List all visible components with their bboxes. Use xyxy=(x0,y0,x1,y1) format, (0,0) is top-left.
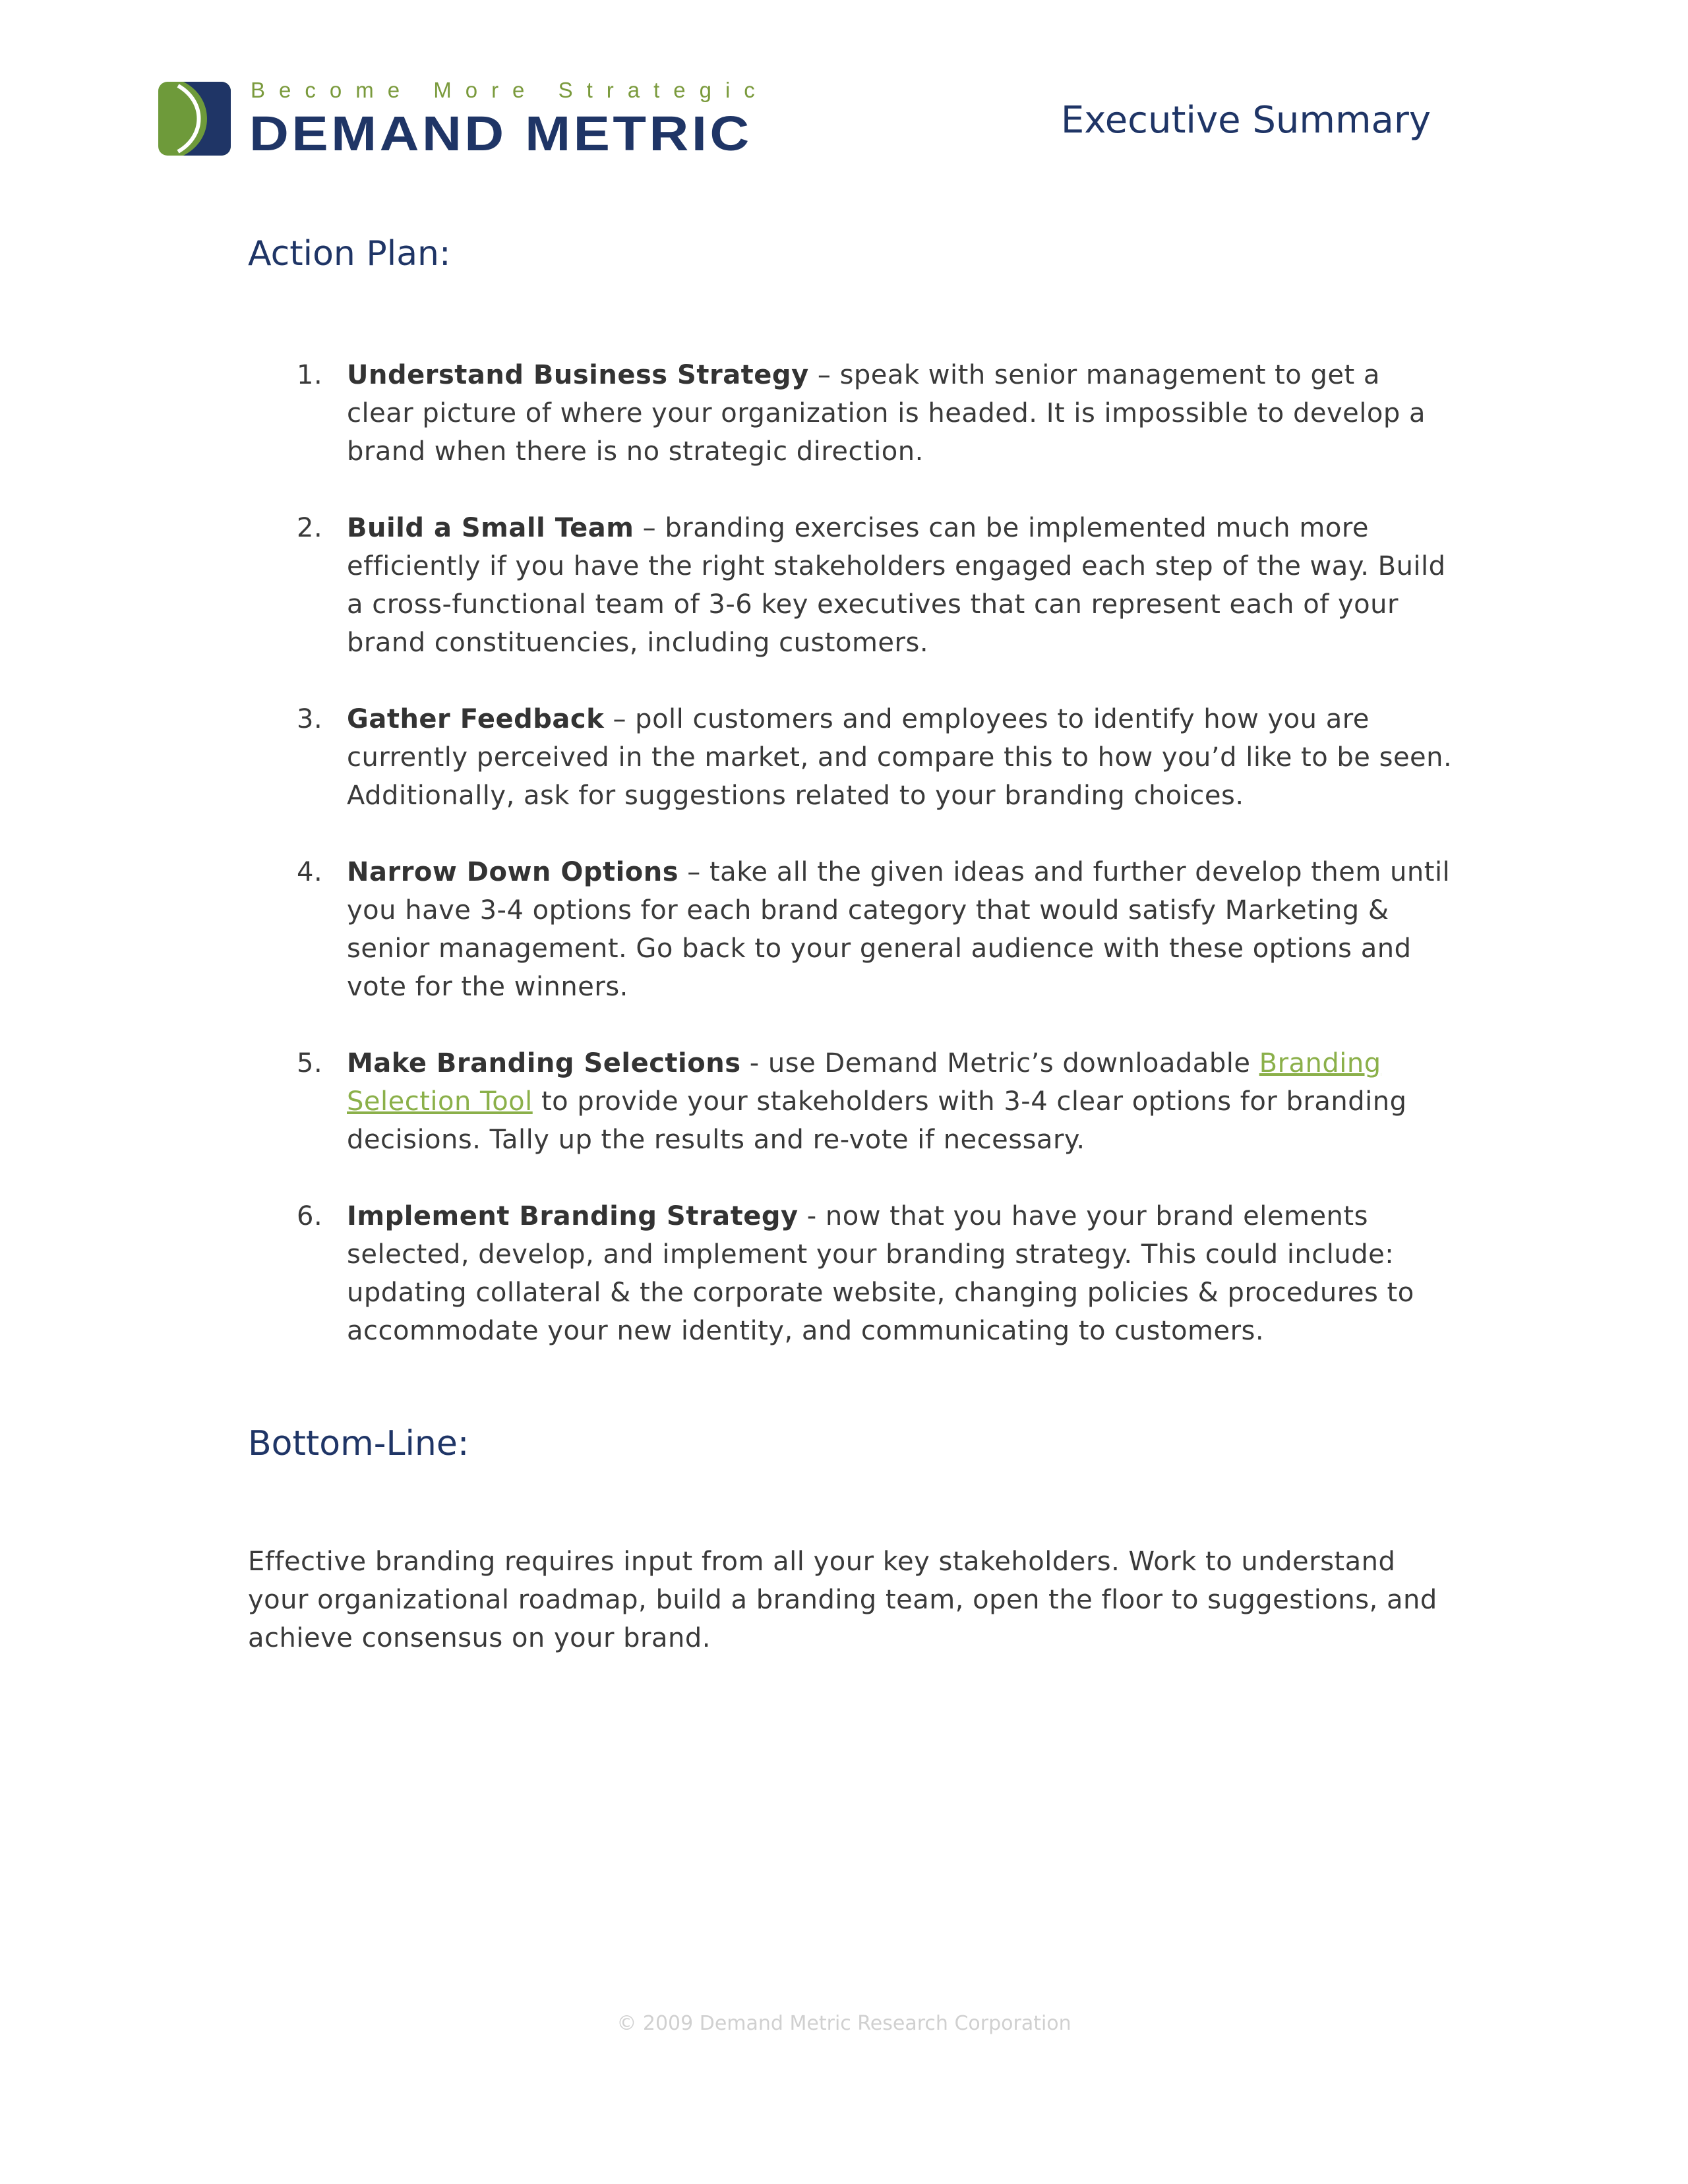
item-title: Make Branding Selections xyxy=(347,1048,741,1078)
item-number: 1. xyxy=(297,360,323,390)
item-text: take all the given ideas and further develop them until you have 3-4 options for each brand category that would satisfy Marketing & senior management. Go back to your general audience with these options and vote for the winners. xyxy=(347,857,1451,1002)
brand-logo xyxy=(158,78,804,163)
item-number: 3. xyxy=(297,704,323,734)
action-item-implement-strategy xyxy=(248,1197,1455,1350)
action-plan-list xyxy=(248,356,1455,1388)
logo-tagline: Become More Strategic xyxy=(251,78,769,102)
action-item-build-team xyxy=(248,509,1455,662)
action-item-narrow-options xyxy=(248,853,1455,1006)
item-separator: - xyxy=(740,1048,768,1078)
item-text-after-link: to provide your stakeholders with 3-4 clear options for branding decisions. Tally up the results and re-vote if necessary. xyxy=(347,1086,1407,1155)
action-item-branding-selections xyxy=(248,1044,1455,1159)
bottom-line-paragraph: Effective branding requires input from all your key stakeholders. Work to understand your organizational roadmap, build a branding team, open the floor to suggestions, and achieve consensus on your brand. xyxy=(248,1547,1437,1653)
item-separator: - xyxy=(798,1201,826,1231)
action-plan-heading: Action Plan: xyxy=(248,234,451,274)
item-title: Narrow Down Options xyxy=(347,857,679,887)
item-text: speak with senior management to get a clear picture of where your organization is headed. It is impossible to develop a brand when there is no strategic direction. xyxy=(347,360,1426,467)
item-separator: – xyxy=(808,360,840,390)
item-title: Gather Feedback xyxy=(347,704,605,734)
branding-selection-tool-link[interactable]: Branding Selection Tool xyxy=(347,1048,1381,1117)
item-number: 2. xyxy=(297,513,323,543)
item-title: Implement Branding Strategy xyxy=(347,1201,799,1231)
bottom-line-heading: Bottom-Line: xyxy=(248,1424,469,1463)
item-text: now that you have your brand elements selected, develop, and implement your branding strategy. This could include: updating collateral & the corporate website, changing policies & procedures to accommodate your new identity, and communicating to customers. xyxy=(347,1201,1414,1346)
item-text: branding exercises can be implemented much more efficiently if you have the right stakeholders engaged each step of the way. Build a cross-functional team of 3-6 key executives that can represent each of your brand constituencies, including customers. xyxy=(347,513,1446,658)
item-title: Understand Business Strategy xyxy=(347,360,809,390)
document-title: Executive Summary xyxy=(1060,99,1431,142)
item-text-before-link: use Demand Metric’s downloadable xyxy=(768,1048,1259,1078)
item-number: 4. xyxy=(297,857,323,887)
item-title: Build a Small Team xyxy=(347,513,634,543)
item-number: 5. xyxy=(297,1048,323,1078)
action-item-understand-strategy xyxy=(248,356,1455,471)
item-separator: – xyxy=(678,857,709,887)
item-separator: – xyxy=(604,704,636,734)
demand-metric-logo-icon xyxy=(158,82,231,156)
item-separator: – xyxy=(634,513,665,543)
item-text: poll customers and employees to identify how you are currently perceived in the market, and compare this to how you’d like to be seen. Additionally, ask for suggestions related to your branding choices. xyxy=(347,704,1453,811)
copyright-footer: © 2009 Demand Metric Research Corporation xyxy=(617,2012,1071,2035)
item-number: 6. xyxy=(297,1201,323,1231)
action-item-gather-feedback xyxy=(248,700,1455,815)
logo-wordmark: DEMAND METRIC xyxy=(249,106,752,161)
